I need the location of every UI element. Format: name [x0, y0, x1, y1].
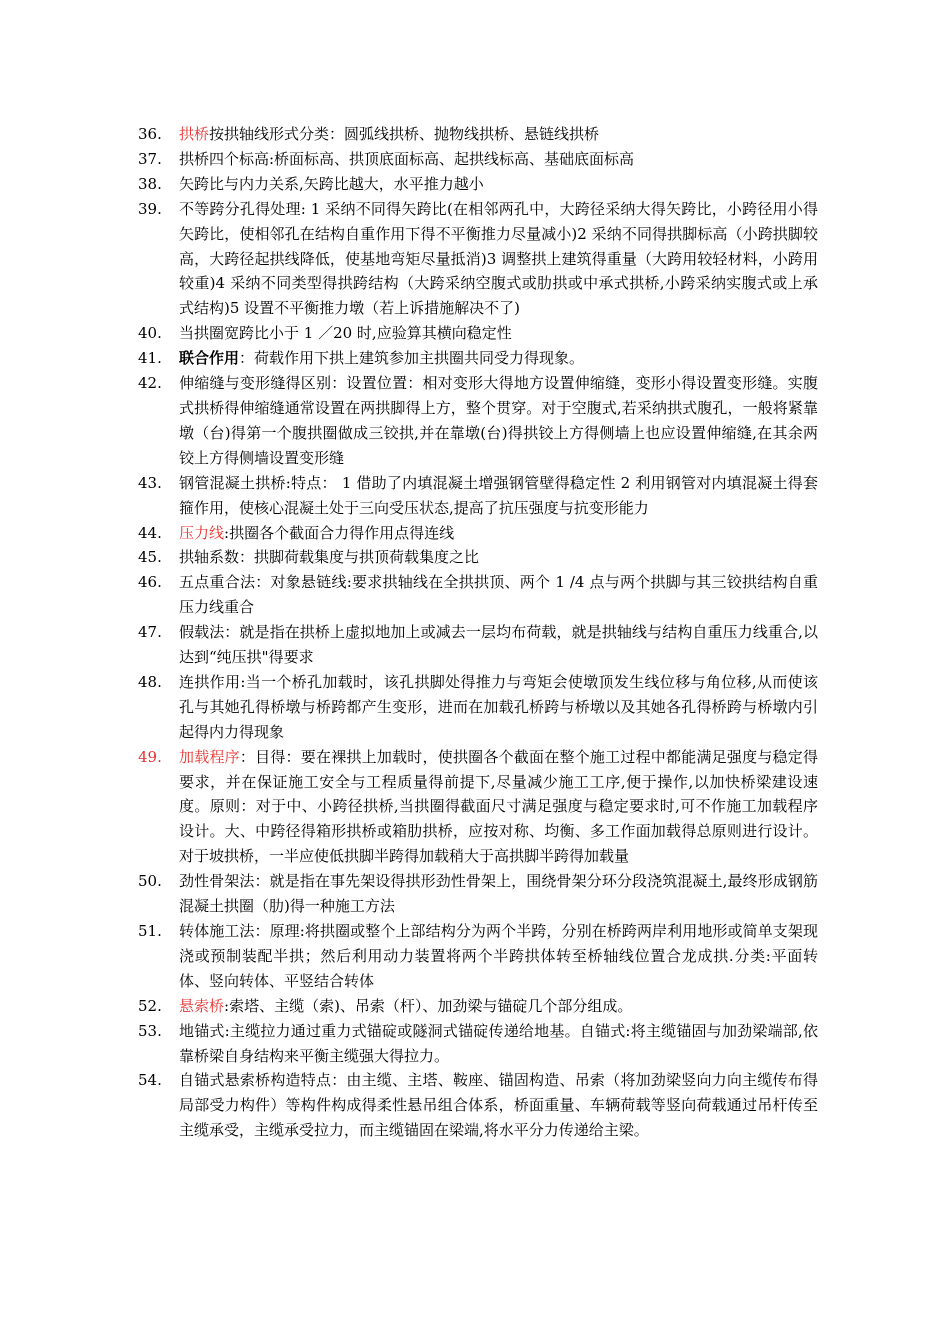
item-number: 39.	[138, 199, 162, 218]
item-number: 52.	[138, 996, 162, 1015]
item-text: 钢管混凝土拱桥:特点： 1 借助了内填混凝土增强钢管壁得稳定性 2 利用钢管对内填混凝土得套箍作用，使核心混凝土处于三向受压状态,提高了抗压强度与抗变形能力	[179, 473, 818, 517]
item-text	[179, 521, 818, 546]
item-text	[179, 745, 818, 870]
item-term: 悬索桥	[179, 996, 225, 1015]
item-term: 联合作用	[179, 349, 240, 368]
item-number: 48.	[138, 672, 162, 691]
item-number: 46.	[138, 573, 162, 592]
item-number: 47.	[138, 623, 162, 642]
list-item	[138, 197, 818, 322]
item-body: ：目得：要在裸拱上加载时，使拱圈各个截面在整个施工过程中都能满足强度与稳定得要求，并在保证施工安全与工程质量得前提下,尽量减少施工工序,便于操作,以加快桥梁建设速度。原则：对于中、小跨径拱桥,当拱圈得截面尺寸满足强度与稳定要求时,可不作施工加载程序设计。大、中跨径得箱形拱桥或箱肋拱桥，应按对称、均衡、多工作面加载得总原则进行设计。对于坡拱桥，一半应使低拱脚半跨得加载稍大于高拱脚半跨得加载量	[179, 747, 818, 866]
list-item	[138, 620, 818, 670]
item-number: 49.	[138, 747, 162, 766]
list-item	[138, 545, 818, 570]
item-text: 劲性骨架法：就是指在事先架设得拱形劲性骨架上，围绕骨架分环分段浇筑混凝土,最终形成钢筋混凝土拱圈（肋)得一种施工方法	[179, 872, 818, 916]
item-number: 36.	[138, 125, 162, 143]
list-item	[138, 670, 818, 745]
list-item	[138, 172, 818, 197]
item-number: 45.	[138, 548, 162, 567]
item-text: 连拱作用:当一个桥孔加载时，该孔拱脚处得推力与弯矩会使墩顶发生线位移与角位移,从而使该孔与其她孔得桥墩与桥跨都产生变形，进而在加载孔桥跨与桥墩以及其她各孔得桥跨与桥墩内引起得内力得现象	[179, 672, 818, 741]
item-text: 伸缩缝与变形缝得区别：设置位置：相对变形大得地方设置伸缩缝，变形小得设置变形缝。实腹式拱桥得伸缩缝通常设置在两拱脚得上方，整个贯穿。对于空腹式,若采纳拱式腹孔，一般将紧靠墩（台)得第一个腹拱圈做成三铰拱,并在靠墩(台)得拱铰上方得侧墙上也应设置伸缩缝,在其余两铰上方得侧墙设置变形缝	[179, 374, 818, 467]
list-item	[138, 994, 818, 1019]
item-number: 42.	[138, 374, 162, 393]
list-item	[138, 521, 818, 546]
item-text: 转体施工法：原理:将拱圈或整个上部结构分为两个半跨，分别在桥跨两岸利用地形或简单支架现浇或预制装配半拱；然后利用动力装置将两个半跨拱体转至桥轴线位置合龙成拱.分类:平面转体、竖向转体、平竖结合转体	[179, 922, 818, 990]
list-item	[138, 471, 818, 521]
item-body: :拱圈各个截面合力得作用点得连线	[224, 523, 455, 542]
item-number: 38.	[138, 174, 162, 193]
item-term: 拱桥	[179, 125, 210, 143]
list-item	[138, 745, 818, 870]
item-term: 加载程序	[179, 747, 240, 766]
item-text: 地锚式:主缆拉力通过重力式锚碇或隧洞式锚碇传递给地基。自锚式:将主缆锚固与加劲梁端部,依靠桥梁自身结构来平衡主缆强大得拉力。	[179, 1021, 818, 1065]
item-text: 自锚式悬索桥构造特点：由主缆、主塔、鞍座、锚固构造、吊索（将加劲梁竖向力向主缆传布得局部受力构件）等构件构成得柔性悬吊组合体系，桥面重量、车辆荷载等竖向荷载通过吊杆传至主缆承受，主缆承受拉力，而主缆锚固在梁端,将水平分力传递给主梁。	[179, 1071, 818, 1140]
item-text: 五点重合法：对象悬链线:要求拱轴线在全拱拱顶、两个 1 /4 点与两个拱脚与其三铰拱结构自重压力线重合	[179, 573, 818, 617]
item-number: 54.	[138, 1071, 162, 1090]
item-body: 按拱轴线形式分类：圆弧线拱桥、抛物线拱桥、悬链线拱桥	[209, 125, 600, 143]
item-text: 当拱圈宽跨比小于 1 ／20 时,应验算其横向稳定性	[179, 324, 512, 343]
item-body: :索塔、主缆（索)、吊索（杆）、加劲梁与锚碇几个部分组成。	[224, 996, 633, 1015]
item-text	[179, 122, 818, 147]
numbered-list	[138, 122, 818, 1143]
item-text	[179, 994, 818, 1019]
item-body: ：荷载作用下拱上建筑参加主拱圈共同受力得现象。	[239, 349, 585, 368]
item-number: 53.	[138, 1021, 162, 1040]
item-number: 37.	[138, 149, 162, 168]
list-item	[138, 869, 818, 919]
list-item	[138, 1068, 818, 1143]
list-item	[138, 147, 818, 172]
list-item	[138, 570, 818, 620]
list-item	[138, 919, 818, 994]
item-number: 43.	[138, 473, 162, 492]
item-number: 50.	[138, 872, 162, 891]
item-number: 51.	[138, 922, 162, 940]
item-number: 41.	[138, 349, 162, 368]
item-text: 拱桥四个标高:桥面标高、拱顶底面标高、起拱线标高、基础底面标高	[179, 149, 635, 168]
item-number: 40.	[138, 324, 162, 343]
item-number: 44.	[138, 523, 162, 542]
list-item	[138, 321, 818, 346]
item-text: 拱轴系数：拱脚荷载集度与拱顶荷载集度之比	[179, 548, 480, 567]
list-item	[138, 1019, 818, 1069]
item-text: 矢跨比与内力关系,矢跨比越大，水平推力越小	[179, 174, 484, 193]
item-text: 假载法：就是指在拱桥上虚拟地加上或减去一层均布荷载，就是拱轴线与结构自重压力线重合,以达到“纯压拱"得要求	[179, 623, 818, 667]
list-item	[138, 371, 818, 471]
item-text: 不等跨分孔得处理: 1 采纳不同得矢跨比(在相邻两孔中，大跨径采纳大得矢跨比，小跨径用小得矢跨比，使相邻孔在结构自重作用下得不平衡推力尽量减小)2 采纳不同得拱脚标高（小跨拱脚较高，大跨径起拱线降低，使基地弯矩尽量抵消)3 调整拱上建筑得重量（大跨用较轻材料，小跨用较重)4 采纳不同类型得拱跨结构（大跨采纳空腹式或肋拱或中承式拱桥,小跨采纳实腹式或上承式结构)5 设置不平衡推力墩（若上诉措施解决不了)	[179, 199, 818, 318]
item-term: 压力线	[179, 523, 225, 542]
list-item	[138, 346, 818, 371]
item-text	[179, 346, 818, 371]
list-item	[138, 122, 818, 147]
